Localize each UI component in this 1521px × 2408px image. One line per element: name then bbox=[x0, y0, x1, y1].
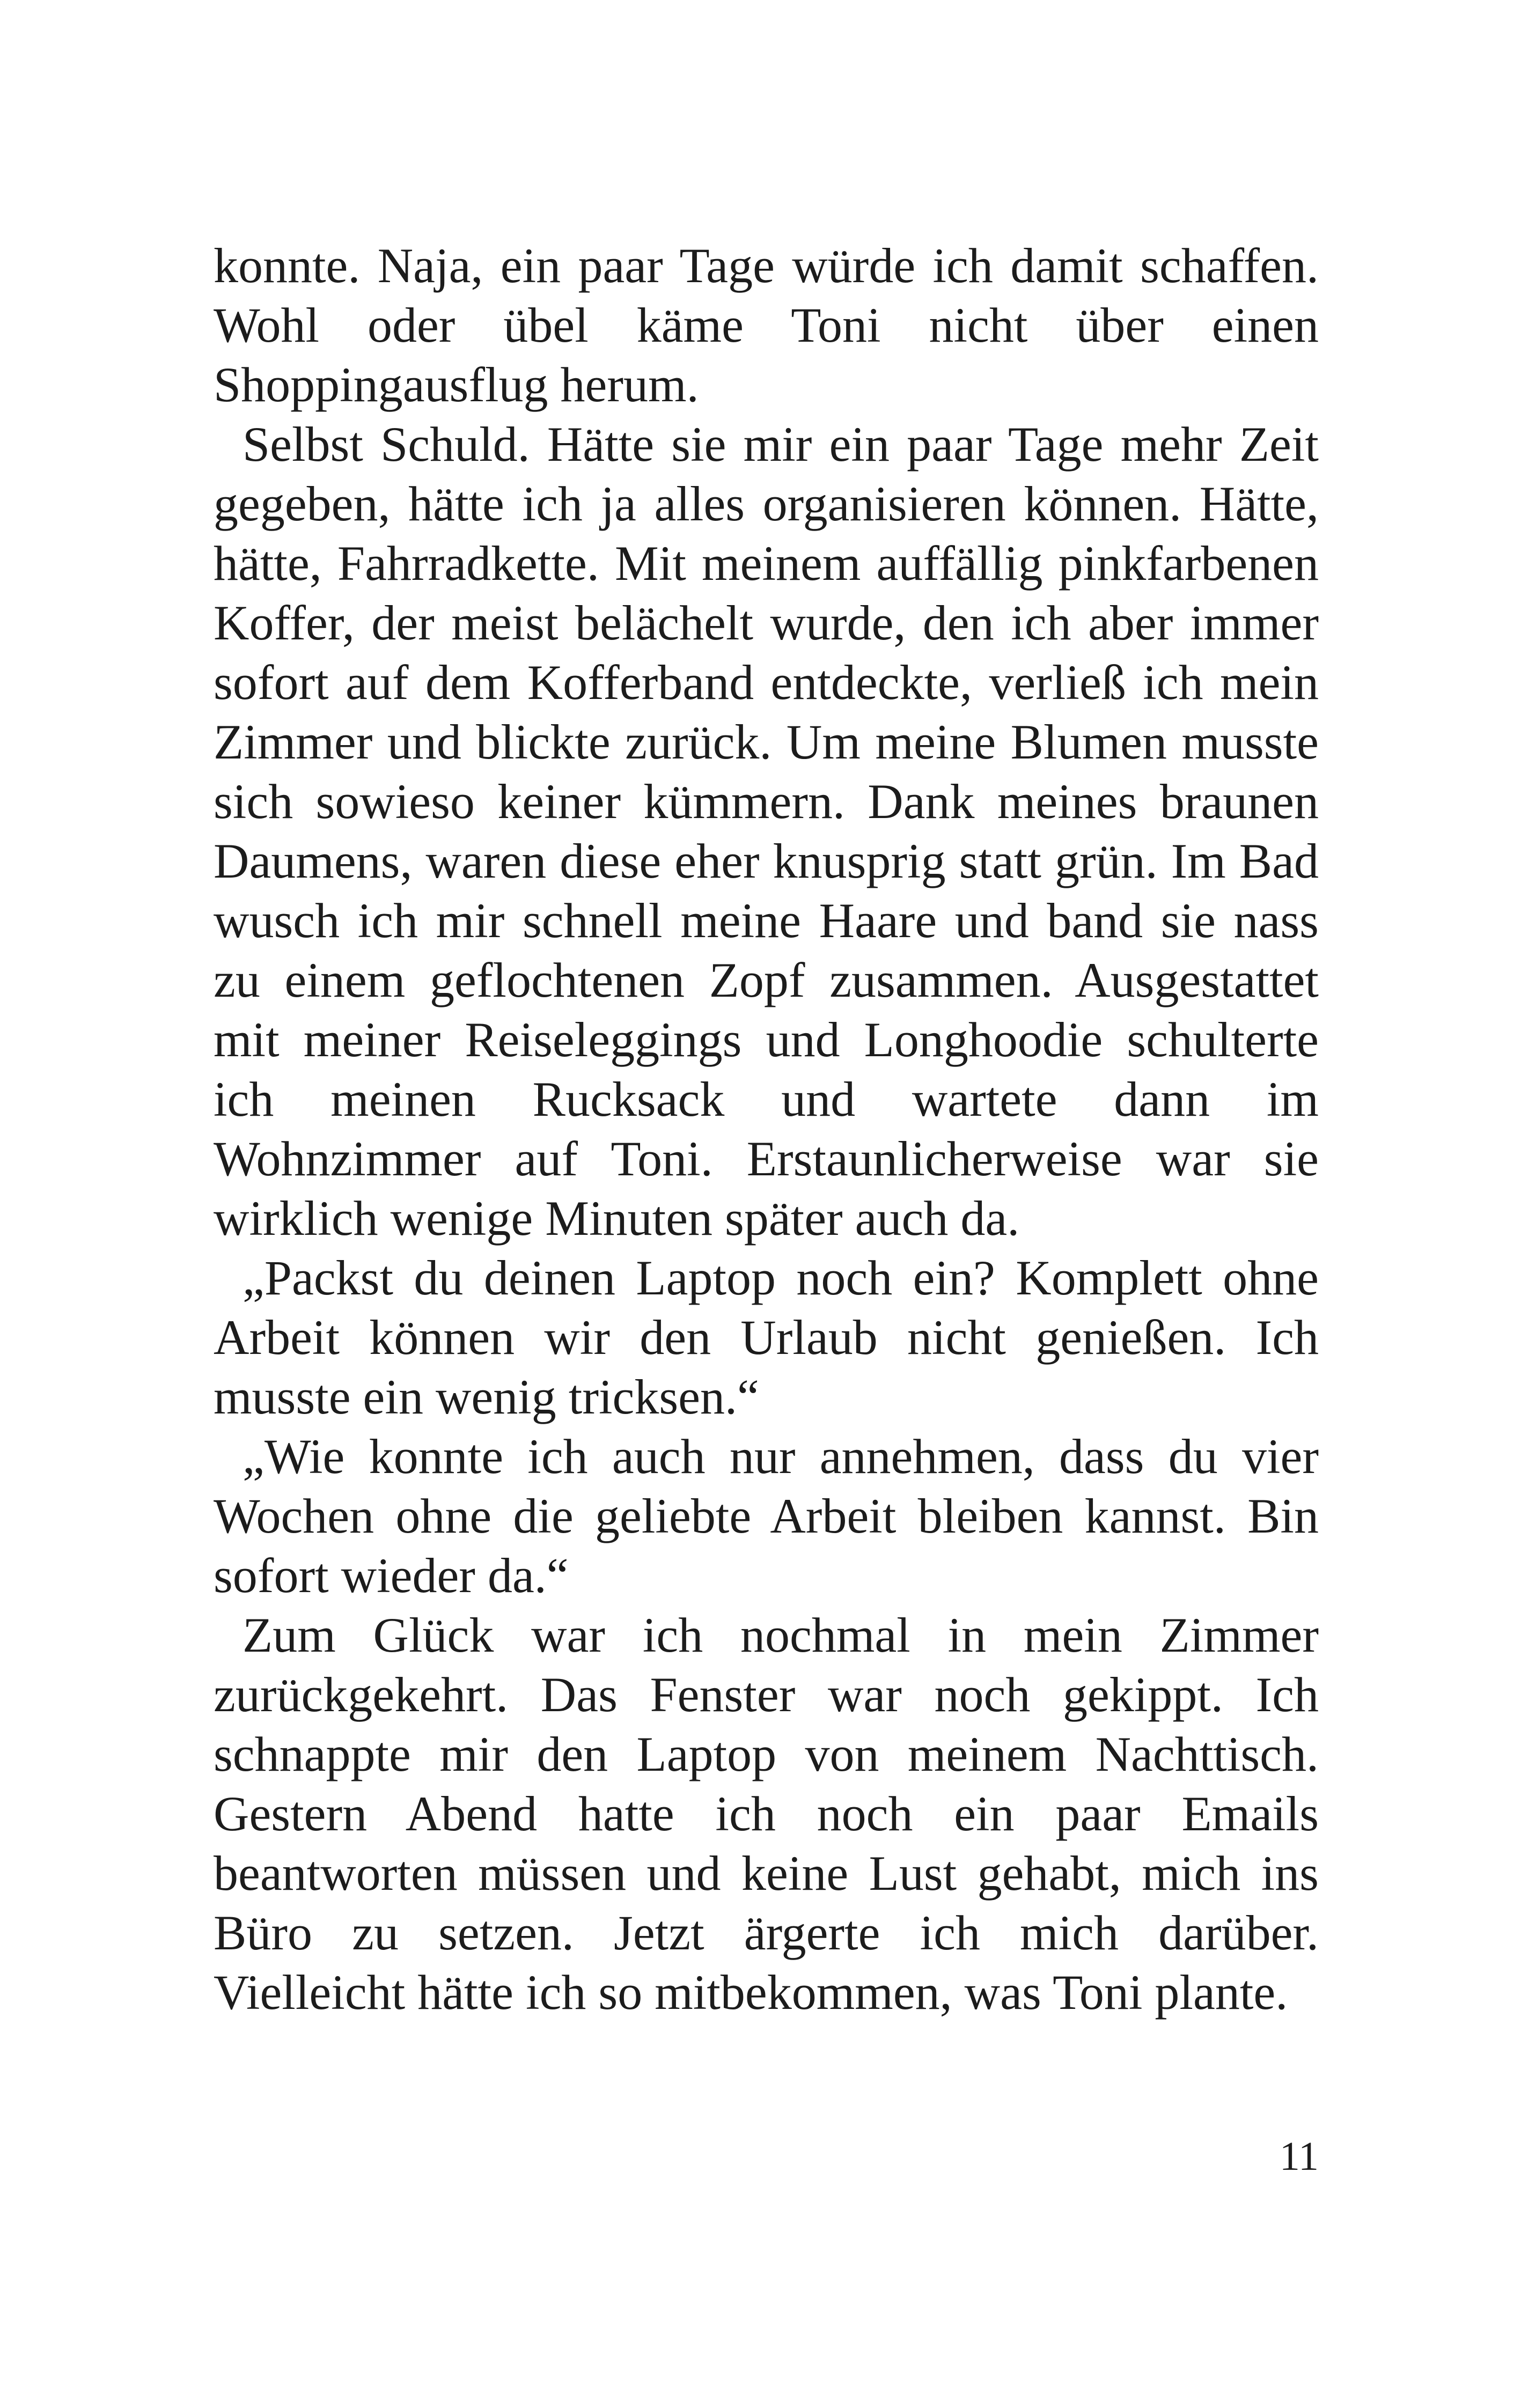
paragraph-1: konnte. Naja, ein paar Tage würde ich damit schaffen. Wohl oder übel käme Toni nicht über einen Shoppingausflug herum. bbox=[214, 238, 1319, 412]
paragraph-2: Selbst Schuld. Hätte sie mir ein paar Tage mehr Zeit gegeben, hätte ich ja alles organisieren können. Hätte, hätte, Fahrradkette. Mit meinem auffällig pinkfarbenen Koffer, der meist belächelt wurde, den ich aber immer sofort auf dem Kofferband entdeckte, verließ ich mein Zimmer und blickte zurück. Um meine Blumen musste sich sowieso keiner kümmern. Dank meines braunen Daumens, waren diese eher knusprig statt grün. Im Bad wusch ich mir schnell meine Haare und band sie nass zu einem geflochtenen Zopf zusammen. Ausgestattet mit meiner Reiseleggings und Longhoodie schulterte ich meinen Rucksack und wartete dann im Wohnzimmer auf Toni. Erstaunlicherweise war sie wirklich wenige Minuten später auch da. bbox=[214, 417, 1319, 1246]
paragraph-3: „Packst du deinen Laptop noch ein? Komplett ohne Arbeit können wir den Urlaub nicht genießen. Ich musste ein wenig tricksen.“ bbox=[214, 1250, 1319, 1424]
page-number: 11 bbox=[1279, 2134, 1319, 2179]
paragraph-5: Zum Glück war ich nochmal in mein Zimmer zurückgekehrt. Das Fenster war noch gekippt. Ich schnappte mir den Laptop von meinem Nachttisch. Gestern Abend hatte ich noch ein paar Emails beantworten müssen und keine Lust gehabt, mich ins Büro zu setzen. Jetzt ärgerte ich mich darüber. Vielleicht hätte ich so mitbekommen, was Toni plante. bbox=[214, 1608, 1319, 2020]
paragraph-4: „Wie konnte ich auch nur annehmen, dass du vier Wochen ohne die geliebte Arbeit bleiben kannst. Bin sofort wieder da.“ bbox=[214, 1429, 1319, 1603]
body-text bbox=[214, 236, 1319, 2022]
